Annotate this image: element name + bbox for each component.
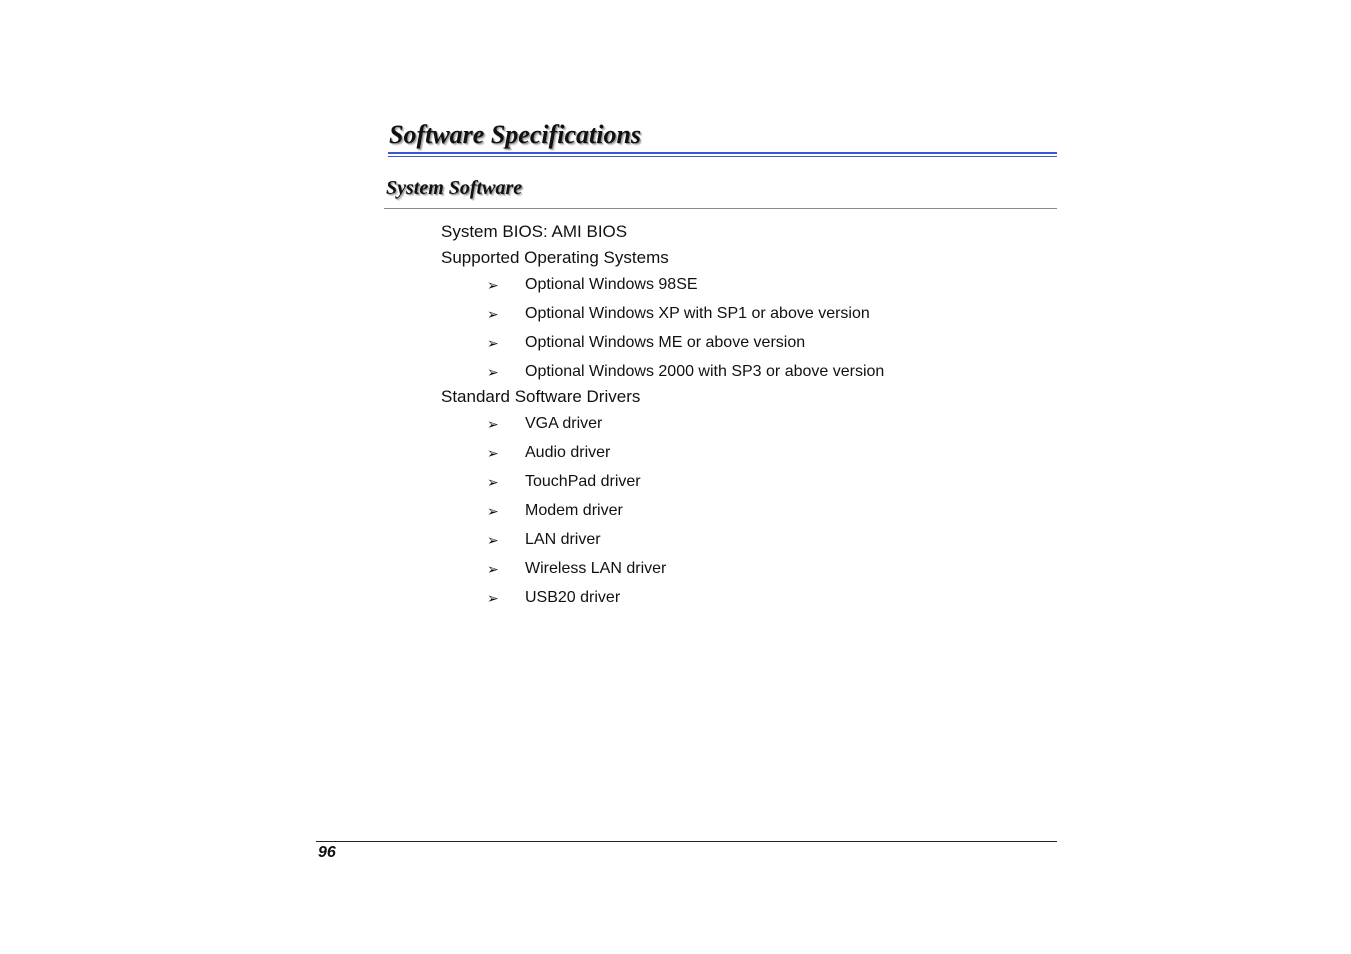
list-item [441,303,1041,332]
arrowhead-bullet-icon: ➢ [487,306,499,322]
list-item [441,332,1041,361]
arrowhead-bullet-icon: ➢ [487,445,499,461]
arrowhead-bullet-icon: ➢ [487,416,499,432]
list-item [441,500,1041,529]
list-item-text: TouchPad driver [525,473,641,490]
arrowhead-bullet-icon: ➢ [487,503,499,519]
drivers-heading: Standard Software Drivers [441,387,641,406]
arrowhead-bullet-icon: ➢ [487,277,499,293]
arrowhead-bullet-icon: ➢ [487,335,499,351]
list-item-text: Wireless LAN driver [525,560,667,577]
bios-line: System BIOS: AMI BIOS [441,222,628,241]
list-item-text: USB20 driver [525,589,621,606]
list-item [441,587,1041,616]
section-title: System Software [386,177,523,199]
list-item [441,442,1041,471]
list-item [441,558,1041,587]
drivers-list [441,413,1041,616]
list-item-text: Optional Windows ME or above version [525,334,806,351]
list-item [441,274,1041,303]
os-heading: Supported Operating Systems [441,248,669,267]
list-item [441,361,1041,390]
arrowhead-bullet-icon: ➢ [487,561,499,577]
list-item-text: VGA driver [525,415,603,432]
list-item-text: Modem driver [525,502,623,519]
list-item-text: Optional Windows 2000 with SP3 or above version [525,363,885,380]
page-number: 96 [318,844,336,861]
content-body [441,220,1041,616]
list-item-text: Optional Windows 98SE [525,276,698,293]
arrowhead-bullet-icon: ➢ [487,474,499,490]
list-item-text: Audio driver [525,444,611,461]
arrowhead-bullet-icon: ➢ [487,364,499,380]
arrowhead-bullet-icon: ➢ [487,590,499,606]
arrowhead-bullet-icon: ➢ [487,532,499,548]
list-item [441,471,1041,500]
page-title: Software Specifications [389,120,642,149]
section-divider [384,208,1057,209]
footer-divider [316,841,1057,842]
list-item [441,529,1041,558]
list-item [441,413,1041,442]
list-item-text: LAN driver [525,531,601,548]
title-divider [388,152,1057,157]
os-list [441,274,1041,390]
list-item-text: Optional Windows XP with SP1 or above version [525,305,870,322]
